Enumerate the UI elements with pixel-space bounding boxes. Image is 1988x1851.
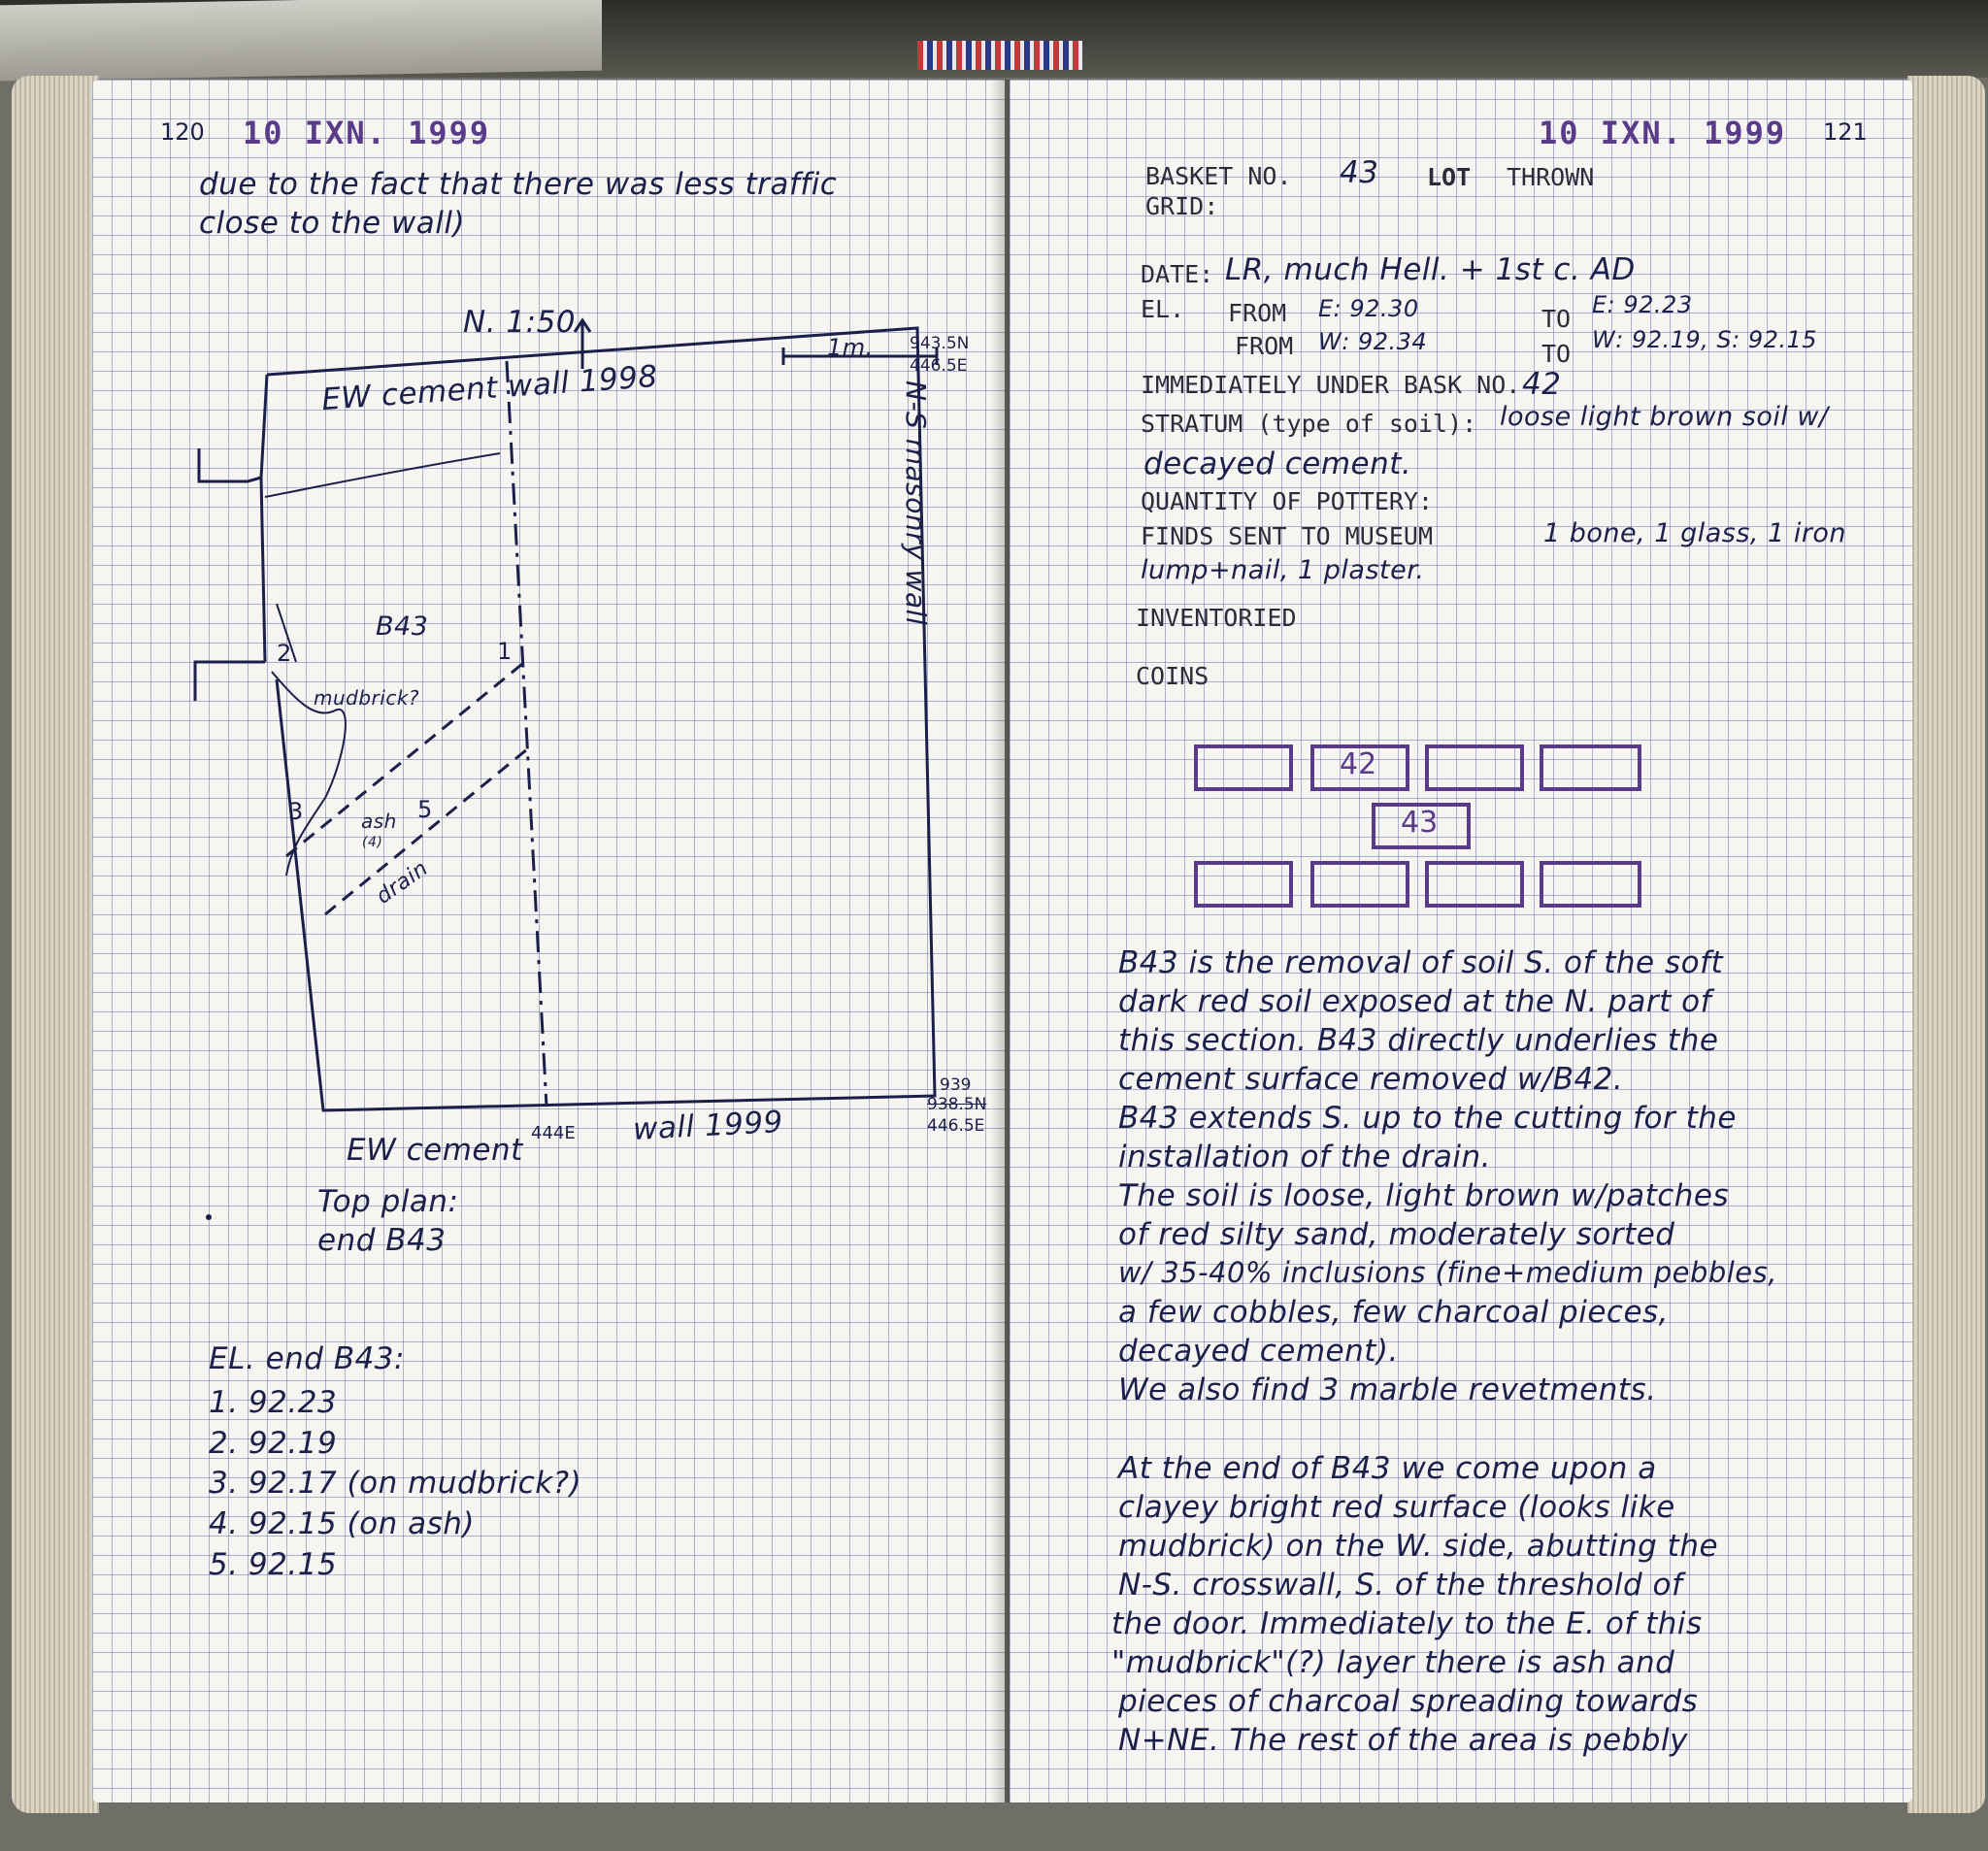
note-line-6: installation of the drain. [1118,1140,1492,1174]
diagram-box-1 [1194,744,1293,791]
note-line-19: "mudbrick"(?) layer there is ash and [1111,1645,1675,1680]
finds-label: FINDS SENT TO MUSEUM [1141,522,1434,550]
grid-label: GRID: [1145,192,1219,220]
left-page [92,80,1005,1802]
basket-label-plan: B43 [376,611,429,642]
note-line-12: We also find 3 marble revetments. [1118,1372,1657,1407]
from-label-1: FROM [1228,299,1287,327]
date-value: LR, much Hell. + 1st c. AD [1225,252,1636,287]
note-line-2: dark red soil exposed at the N. part of [1118,984,1712,1019]
stratum-value-2: decayed cement. [1143,446,1412,481]
finds-value: 1 bone, 1 glass, 1 iron [1543,518,1847,548]
note-line-3: this section. B43 directly underlies the [1118,1023,1719,1058]
basket-no-label: BASKET NO. [1145,162,1292,190]
top-plan-drawing [92,80,1005,1225]
trench-outline [267,328,935,1110]
note-line-18: the door. Immediately to the E. of this [1111,1606,1703,1641]
point-2: 2 [277,640,292,667]
page-edges-right [1907,76,1985,1813]
drain-line-2 [325,749,527,914]
immediately-under-label: IMMEDIATELY UNDER BASK NO. [1141,371,1521,399]
note-line-10: a few cobbles, few charcoal pieces, [1118,1295,1670,1330]
intro-line-1: due to the fact that there was less traffic [199,167,838,202]
mudbrick-label: mudbrick? [314,686,420,710]
note-line-21: N+NE. The rest of the area is pebbly [1118,1723,1688,1758]
wall-stub-lower [195,662,265,701]
el-item-4: 4. 92.15 (on ash) [209,1506,475,1541]
point-3: 3 [288,798,304,825]
date-label: DATE: [1141,260,1214,288]
coord-bottom-right-n2: 938.5N [927,1095,987,1114]
intro-line-2: close to the wall) [199,206,466,241]
east-wall-label: N-S masonry wall [900,380,932,626]
note-line-14: At the end of B43 we come upon a [1118,1451,1657,1486]
left-page-number: 120 [160,118,205,146]
top-wall-label: EW cement wall 1998 [320,358,659,418]
point-1: 1 [497,638,513,665]
note-line-20: pieces of charcoal spreading towards [1118,1684,1699,1719]
lot-value: THROWN [1507,163,1595,191]
mudbrick-edge [265,453,500,497]
from-value-1: E: 92.30 [1318,295,1419,322]
bottom-wall-right-label: wall 1999 [632,1104,784,1148]
note-line-16: mudbrick) on the W. side, abutting the [1118,1529,1719,1564]
right-page [1010,80,1912,1802]
section-line [507,361,547,1107]
lot-label: LOT [1427,163,1472,191]
note-line-8: of red silty sand, moderately sorted [1118,1217,1675,1252]
stratum-value: loose light brown soil w/ [1500,402,1829,432]
scale-bar-label: 1m. [827,334,874,361]
coord-bottom-right-n: 939 [940,1075,972,1095]
from-value-2: W: 92.34 [1318,328,1428,355]
el-item-3: 3. 92.17 (on mudbrick?) [209,1466,582,1501]
coins-label: COINS [1136,662,1209,690]
basket-no-value: 43 [1340,155,1379,190]
note-line-7: The soil is loose, light brown w/patches [1118,1178,1730,1213]
diagram-box-6 [1310,861,1409,908]
bookmark-ribbon [917,41,1082,70]
note-line-4: cement surface removed w/B42. [1118,1062,1624,1097]
caption-line-1: Top plan: [317,1184,459,1219]
diagram-box-5 [1194,861,1293,908]
immediately-under-value: 42 [1522,367,1562,402]
from-label-2: FROM [1235,332,1294,360]
note-line-15: clayey bright red surface (looks like [1118,1490,1675,1525]
diagram-box-8 [1540,861,1641,908]
note-line-17: N-S. crosswall, S. of the threshold of [1118,1568,1683,1603]
ash-label: ash [361,810,397,833]
right-page-number: 121 [1823,118,1868,146]
el-label: EL. [1141,295,1185,323]
notebook-top-edge [0,0,1988,78]
north-scale-label: N. 1:50 [463,305,577,340]
drain-label: drain [372,856,433,909]
cloth-binding [0,0,602,81]
el-item-1: 1. 92.23 [209,1385,338,1420]
to-label-2: TO [1541,340,1572,368]
bullet-dot [206,1214,212,1220]
el-item-2: 2. 92.19 [209,1426,338,1461]
stratum-label: STRATUM (type of soil): [1141,410,1477,438]
note-line-9: w/ 35-40% inclusions (fine+medium pebbles, [1118,1256,1777,1289]
diagram-label-43: 43 [1401,806,1439,840]
left-date-stamp: 10 IXN. 1999 [243,115,491,151]
diagram-label-42: 42 [1340,747,1377,781]
coord-top-right-e: 446.5E [910,356,968,376]
ash-number-label: (4) [362,835,383,850]
coord-bottom-right-e: 446.5E [927,1116,985,1136]
to-value-2: W: 92.19, S: 92.15 [1592,326,1818,353]
diagram-box-4 [1540,744,1641,791]
right-date-stamp: 10 IXN. 1999 [1539,115,1787,151]
point-5: 5 [417,796,433,823]
inventoried-label: INVENTORIED [1136,604,1297,632]
el-heading: EL. end B43: [209,1341,405,1376]
coord-bottom-mid: 444E [531,1123,576,1143]
pottery-label: QUANTITY OF POTTERY: [1141,487,1434,515]
diagram-box-3 [1425,744,1524,791]
to-label-1: TO [1541,305,1572,333]
diagram-box-7 [1425,861,1524,908]
el-item-5: 5. 92.15 [209,1547,338,1582]
note-line-11: decayed cement). [1118,1334,1399,1369]
note-line-5: B43 extends S. up to the cutting for the [1118,1101,1737,1136]
page-edges-left [12,76,99,1813]
finds-value-2: lump+nail, 1 plaster. [1141,555,1425,585]
wall-stub-upper [199,448,261,481]
bottom-wall-left-label: EW cement [347,1133,523,1168]
coord-top-right-n: 943.5N [910,334,970,353]
note-line-1: B43 is the removal of soil S. of the soft [1118,945,1724,980]
to-value-1: E: 92.23 [1592,291,1693,318]
caption-line-2: end B43 [317,1223,447,1258]
